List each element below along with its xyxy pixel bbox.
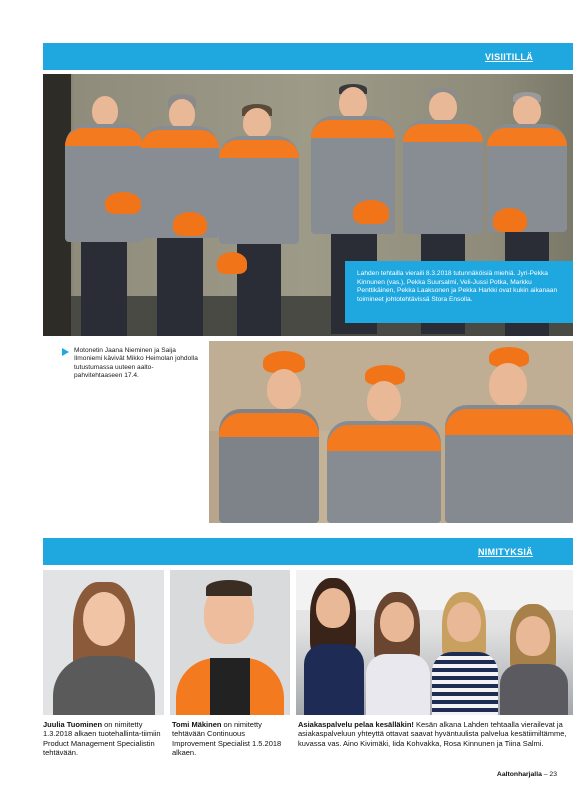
section-title: NIMITYKSIÄ	[477, 547, 533, 557]
person	[496, 604, 570, 715]
caption-text: Lahden tehtailla vieraili 8.3.2018 tutunnäköisiä miehiä. Jyri-Pekka Kinnunen (vas.), Pekka Suursalmi, Veli-Jussi Potka, Markku Penttikäinen, Pekka Laaksonen ja Pekka Harkki ovat kukin aikanaan toimineet johtotehtävissä Stora Ensolla.	[357, 270, 558, 303]
caption-text: Kesän alkana Lahden tehtaalla vierailevat ja asiakaspalveluun yhteyttä ottavat saavat hyväntuulista palvelua kesätiimiltämme, kuvassa vas. Aino Kivimäki, Iida Kohvakka, Rosa Kinnunen ja Tiina Salmi.	[298, 720, 567, 748]
section-title: VISIITILLÄ	[485, 52, 533, 62]
person	[441, 343, 573, 523]
person	[321, 359, 445, 523]
caption-text: on nimitetty tehtävään Continuous Improvement Specialist 1.5.2018 alkaen.	[172, 720, 282, 757]
portrait-photo	[43, 570, 164, 715]
page-footer	[497, 771, 557, 778]
appointment-caption	[172, 720, 290, 757]
caption-text: on nimitetty 1.3.2018 alkaen tuotehallinta-tiimiin Product Management Specialistin tehtävään.	[43, 720, 161, 757]
section-header-visits	[43, 43, 573, 70]
summer-team-caption	[298, 720, 568, 748]
person	[213, 104, 301, 336]
person-name: Juulia Tuominen	[43, 720, 103, 729]
publication-name: Aaltonharjalla	[496, 771, 542, 778]
summer-team-photo	[296, 570, 573, 715]
caption-lead: Asiakaspalvelu pelaa kesälläkin!	[298, 720, 414, 729]
appointment-caption	[43, 720, 167, 757]
person	[428, 592, 500, 715]
group-photo-caption	[345, 261, 573, 323]
visit-photo	[209, 341, 573, 523]
caption-text: Motonetin Jaana Nieminen ja Saija Ilmoniemi kävivät Mikko Heimolan johdolla tutustumassa uuteen aalto-pahvitehtaaseen 17.4.	[74, 347, 198, 380]
portrait-photo	[170, 570, 290, 715]
person	[362, 592, 432, 715]
person	[55, 92, 145, 336]
person	[135, 94, 221, 336]
person	[302, 578, 364, 715]
section-header-appointments	[43, 538, 573, 565]
triangle-pointer-icon	[62, 348, 69, 356]
person	[215, 351, 319, 523]
person-name: Tomi Mäkinen	[172, 720, 222, 729]
visit-photo-caption	[60, 347, 200, 381]
page-number: – 23	[541, 771, 557, 778]
